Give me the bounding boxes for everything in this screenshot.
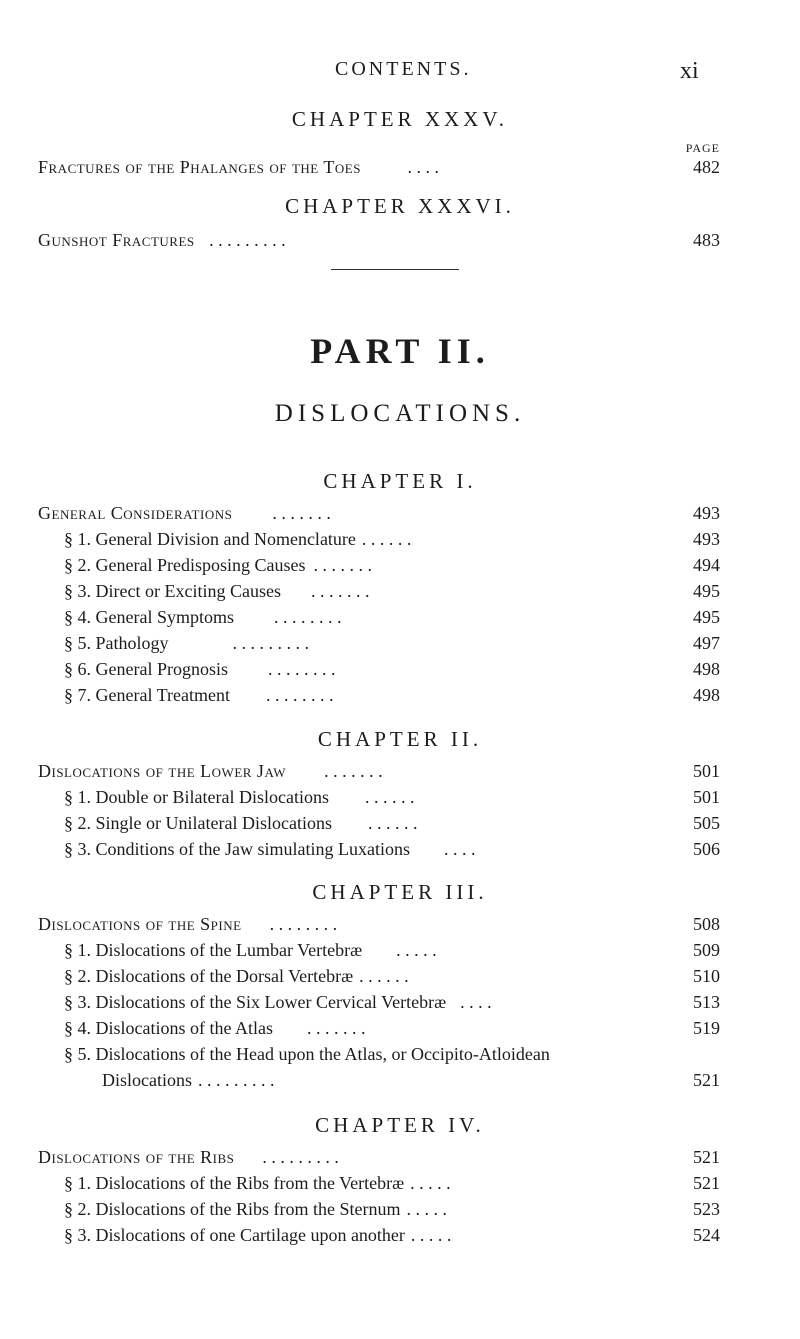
toc-page: 483 [693,230,720,250]
toc-entry: § 4. General Symptoms . . . . . . . . [64,607,342,627]
running-title: CONTENTS. [335,58,472,80]
toc-page: 508 [693,914,720,934]
toc-page: 513 [693,992,720,1012]
page-number: xi [680,58,699,84]
toc-page: 497 [693,633,720,653]
toc-entry: § 3. Conditions of the Jaw simulating Luxations . . . . [64,839,476,859]
part-subtitle: DISLOCATIONS. [274,400,526,427]
toc-entry: Dislocations . . . . . . . . . [102,1070,275,1090]
toc-page: 495 [693,581,720,601]
toc-entry: § 6. General Prognosis . . . . . . . . [64,659,336,679]
part-title: PART II. [310,331,490,371]
toc-entry: § 4. Dislocations of the Atlas . . . . . . . [64,1018,366,1038]
toc-entry: § 2. Dislocations of the Ribs from the Sternum . . . . . [64,1199,447,1219]
toc-entry: § 3. Direct or Exciting Causes . . . . . . . [64,581,370,601]
toc-entry: § 2. Dislocations of the Dorsal Vertebræ . . . . . . [64,966,409,986]
toc-page: 501 [693,761,720,781]
toc-page: 510 [693,966,720,986]
toc-entry: § 5. Pathology . . . . . . . . . [64,633,310,653]
toc-page: 495 [693,607,720,627]
toc-page: 506 [693,839,720,859]
toc-entry: Dislocations of the Ribs . . . . . . . . . [38,1147,339,1167]
chapter-heading: CHAPTER III. [312,880,488,904]
toc-entry: § 1. Dislocations of the Ribs from the Vertebræ . . . . . [64,1173,451,1193]
toc-entry: § 2. General Predisposing Causes . . . . . . . [64,555,372,575]
chapter-heading: CHAPTER II. [317,727,483,751]
toc-entry: Fractures of the Phalanges of the Toes . . . . [38,157,439,177]
toc-entry: § 1. Double or Bilateral Dislocations . . . . . . [64,787,415,807]
toc-page: 501 [693,787,720,807]
toc-page: 519 [693,1018,720,1038]
toc-page: 482 [693,157,720,177]
toc-page: 498 [693,659,720,679]
toc-entry: § 2. Single or Unilateral Dislocations . . . . . . [64,813,418,833]
toc-page: 521 [693,1070,720,1090]
divider-rule [331,269,459,270]
toc-page: 498 [693,685,720,705]
toc-entry: § 1. Dislocations of the Lumbar Vertebræ . . . . . [64,940,437,960]
toc-page: 523 [693,1199,720,1219]
toc-page: 493 [693,529,720,549]
toc-page: 509 [693,940,720,960]
toc-page: 494 [693,555,720,575]
toc-entry: § 7. General Treatment . . . . . . . . [64,685,334,705]
toc-entry: Gunshot Fractures . . . . . . . . . [38,230,286,250]
toc-entry: § 5. Dislocations of the Head upon the Atlas, or Occipito-Atloidean [64,1044,550,1064]
chapter-heading: CHAPTER XXXVI. [285,194,515,218]
toc-entry: General Considerations . . . . . . . [38,503,331,523]
toc-entry: § 3. Dislocations of the Six Lower Cervical Vertebræ . . . . [64,992,492,1012]
chapter-heading: CHAPTER IV. [315,1113,485,1137]
toc-page: 493 [693,503,720,523]
chapter-heading: CHAPTER I. [323,469,477,493]
toc-page: 524 [693,1225,720,1245]
chapter-heading: CHAPTER XXXV. [291,107,509,131]
toc-entry: § 3. Dislocations of one Cartilage upon another . . . . . [64,1225,452,1245]
toc-entry: § 1. General Division and Nomenclature . . . . . . [64,529,412,549]
toc-page: 521 [693,1147,720,1167]
toc-page: 521 [693,1173,720,1193]
toc-entry: Dislocations of the Spine . . . . . . . . [38,914,338,934]
toc-page: 505 [693,813,720,833]
page-column-label: PAGE [685,141,720,155]
toc-entry: Dislocations of the Lower Jaw . . . . . . . [38,761,383,781]
